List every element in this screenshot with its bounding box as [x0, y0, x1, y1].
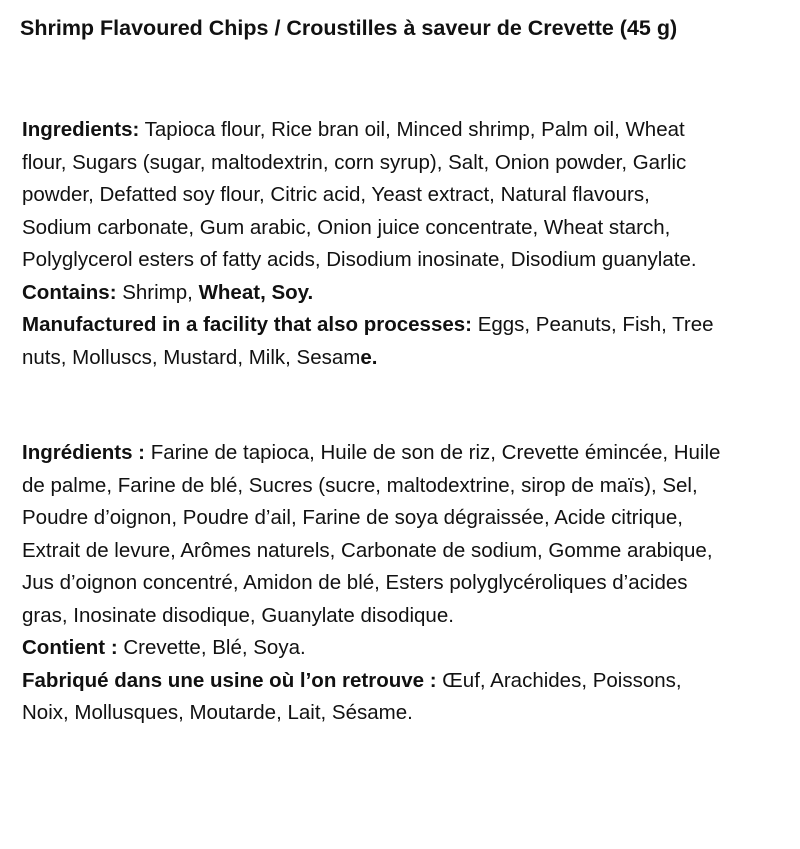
english-facility-list: Eggs, Peanuts, Fish, Tree nuts, Molluscs, Mustard, Milk, Sesam — [22, 313, 714, 369]
french-contains-paragraph — [22, 632, 722, 665]
product-title: Shrimp Flavoured Chips / Croustilles à saveur de Crevette (45 g) — [20, 16, 678, 40]
french-ingredients-section — [22, 437, 722, 730]
english-ingredients-paragraph — [22, 114, 722, 277]
french-ingredients-label: Ingrédients : — [22, 441, 146, 464]
english-contains-label: Contains: — [22, 280, 117, 304]
french-contains-list: Crevette, Blé, Soya. — [117, 636, 306, 659]
english-ingredients-list: Tapioca flour, Rice bran oil, Minced shrimp, Palm oil, Wheat flour, Sugars (sugar, maltodextrin, corn syrup), Salt, Onion powder, Garlic powder, Defatted soy flour, Citric acid, Yeast extract, Natural flavours, Sodium carbonate, Gum arabic, Onion juice concentrate, Wheat starch, Polyglycerol esters of fatty acids, Disodium inosinate, Disodium guanylate. — [22, 118, 697, 271]
english-ingredients-label: Ingredients: — [22, 118, 140, 141]
english-facility-paragraph — [22, 309, 722, 374]
french-facility-list: Œuf, Arachides, Poissons, Noix, Mollusques, Moutarde, Lait, Sésame. — [22, 668, 682, 724]
french-ingredients-paragraph — [22, 437, 722, 632]
french-ingredients-list: Farine de tapioca, Huile de son de riz, Crevette émincée, Huile de palme, Farine de blé, Sucres (sucre, maltodextrine, sirop de maïs), Sel, Poudre d’oignon, Poudre d’ail, Farine de soya dégraissée, Acide citrique, Extrait de levure, Arômes naturels, Carbonate de sodium, Gomme arabique, Jus d’oignon concentré, Amidon de blé, Esters polyglycéroliques d’acides gras, Inosinate disodique, Guanylate disodique. — [22, 441, 721, 627]
english-facility-label: Manufactured in a facility that also processes: — [22, 313, 472, 336]
english-contains-plain: Shrimp, — [116, 280, 199, 304]
english-contains-bold: Wheat, Soy. — [198, 280, 314, 304]
french-facility-paragraph — [22, 665, 722, 730]
english-facility-bold-end: e. — [360, 345, 378, 369]
english-contains-paragraph — [22, 277, 722, 310]
french-facility-label: Fabriqué dans une usine où l’on retrouve : — [22, 668, 437, 692]
english-ingredients-section — [22, 114, 722, 374]
french-contains-label: Contient : — [22, 636, 118, 659]
